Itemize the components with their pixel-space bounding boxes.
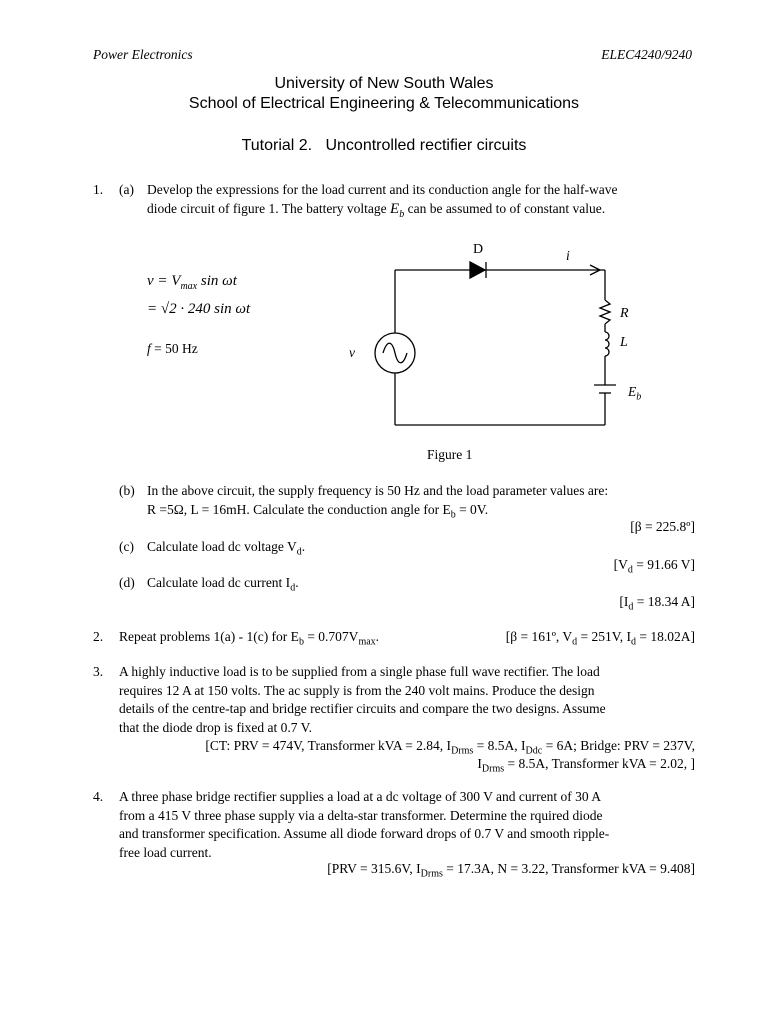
q3-answer-line1: [CT: PRV = 474V, Transformer kVA = 2.84, $I_{Drms} = 8.5A$, $I_{Ddc} = 6A$; Bridge: PRV = 237V, [205,738,695,757]
q1-number: 1. [93,182,104,197]
resistor-symbol [600,300,610,324]
eq-frequency: f = 50 Hz [147,341,198,356]
q1b-text: In the above circuit, the supply frequency is 50 Hz and the load parameter values are: R =5Ω, L = 16mH. Calculate the conduction angle for $E_b = 0V$. [147,483,609,521]
header-code: ELEC4240/9240 [601,47,692,62]
diode-symbol [470,262,485,278]
label-source: v [349,345,355,360]
q1b-answer: [β = 225.8º] [630,519,695,534]
q1d-answer: [$I_d = 18.34$ A] [619,594,695,613]
figure-caption: Figure 1 [427,447,473,462]
q1a-text: Develop the expressions for the load current and its conduction angle for the half-wave diode circuit of figure 1. The battery voltage $E_b$ can be assumed to of constant value. [147,182,618,220]
q1d-label: (d) [119,575,135,590]
q3-text: A highly inductive load is to be supplied from a single phase full wave rectifier. The load requires 12 A at 150 volts. The ac supply is from the 240 volt mains. Produce the design details of the centre-tap and bridge rectifier circuits and compare the two designs. Assume that the diode drop is fixed at 0.7 V. [119,664,606,735]
q1c-label: (c) [119,539,134,554]
eq-voltage-value: = √2 · 240 sin ωt [147,301,251,317]
q1a-label: (a) [119,182,134,197]
title-tutorial: Tutorial 2. Uncontrolled rectifier circuits [241,137,527,154]
q1c-text: Calculate load dc voltage $V_d$. [147,539,306,558]
q4-number: 4. [93,789,104,804]
q1b-label: (b) [119,483,135,498]
q4-answer: [PRV = 315.6V, $I_{Drms} = 17.3A$, N = 3.22, Transformer kVA = 9.408] [327,861,695,880]
q1c-answer: [$V_d = 91.66$ V] [613,557,695,576]
eq-voltage: $v = V_{max}$ sin ωt [147,273,237,292]
q2-answer: [β = 161º, $V_d = 251V$, $I_d = 18.02A$] [505,629,695,648]
q3-answer-line2: $I_{Drms} = 8.5A$, Transformer kVA = 2.02, ] [477,756,695,775]
q4-text: A three phase bridge rectifier supplies a load at a dc voltage of 300 V and current of 30 A from a 415 V three phase supply via a delta-star transformer. Determine the rquired diode and transformer specification. Assume all diode forward drops of 0.7 V and smooth ripple- free load current. [119,789,610,860]
q1d-text: Calculate load dc current $I_d$. [147,575,299,594]
title-university: University of New South Wales [274,75,494,92]
q3-number: 3. [93,664,104,679]
inductor-symbol [605,332,609,356]
label-battery: $E_b$ [628,384,642,403]
label-resistor: R [620,306,629,321]
header-course: Power Electronics [93,47,193,62]
label-current: i [566,248,570,263]
q2-number: 2. [93,629,104,644]
label-inductor: L [620,335,628,350]
title-school: School of Electrical Engineering & Telecommunications [188,95,580,112]
label-diode: D [473,242,484,257]
q2-text: Repeat problems 1(a) - 1(c) for $E_b = 0.707V_{max}$. [119,629,380,648]
